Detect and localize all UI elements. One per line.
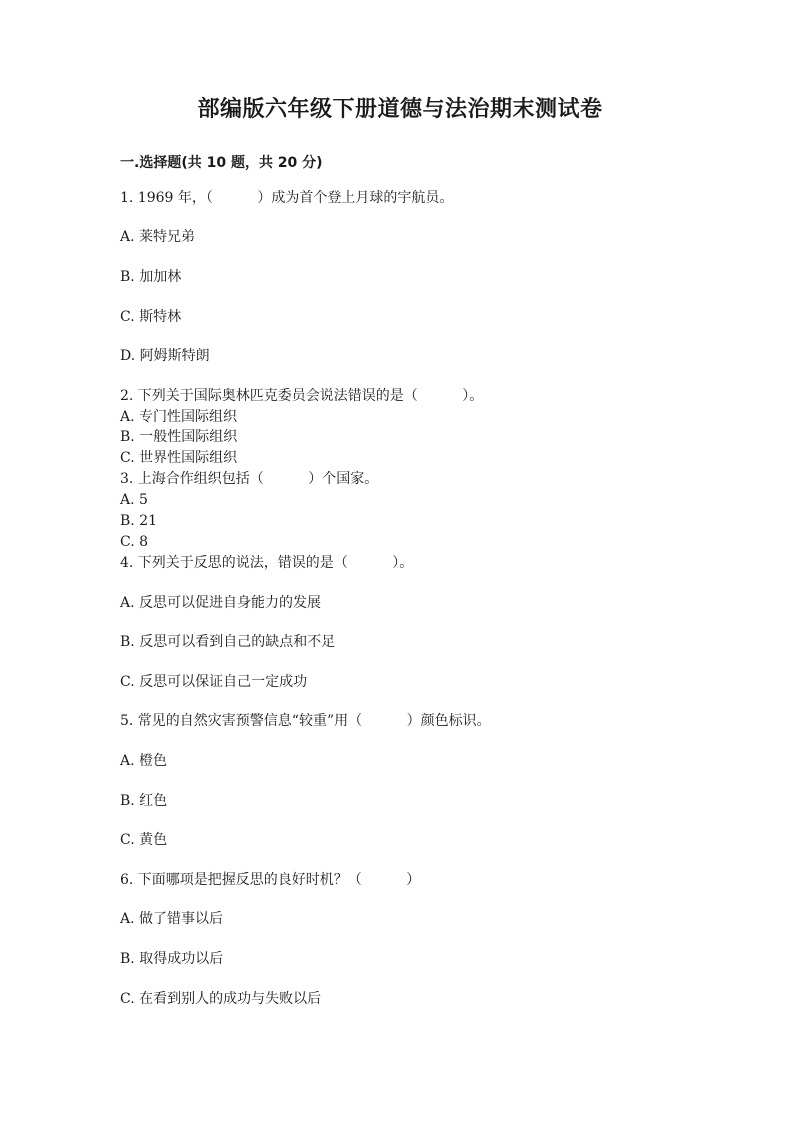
section-heading: 一.选择题(共 10 题，共 20 分) <box>120 155 323 171</box>
answer-option: B. 加加林 <box>120 269 182 285</box>
answer-option: B. 21 <box>120 513 158 529</box>
question-stem: 6. 下面哪项是把握反思的良好时机？（ ） <box>120 872 421 888</box>
page-title: 部编版六年级下册道德与法治期末测试卷 <box>197 97 603 122</box>
question-stem: 1. 1969 年，（ ）成为首个登上月球的宇航员。 <box>120 190 454 206</box>
answer-option: B. 红色 <box>120 793 168 809</box>
answer-option: B. 反思可以看到自己的缺点和不足 <box>120 634 336 650</box>
answer-option: A. 做了错事以后 <box>120 911 224 927</box>
answer-option: A. 专门性国际组织 <box>120 409 238 425</box>
answer-option: C. 反思可以保证自己一定成功 <box>120 674 308 690</box>
answer-option: A. 莱特兄弟 <box>120 229 196 245</box>
answer-option: A. 橙色 <box>120 753 168 769</box>
answer-option: C. 8 <box>120 534 149 550</box>
answer-option: C. 斯特林 <box>120 309 182 325</box>
answer-option: B. 一般性国际组织 <box>120 429 238 445</box>
question-stem: 5. 常见的自然灾害预警信息“较重”用（ ）颜色标识。 <box>120 713 491 729</box>
answer-option: A. 反思可以促进自身能力的发展 <box>120 595 322 611</box>
answer-option: B. 取得成功以后 <box>120 951 224 967</box>
question-stem: 3. 上海合作组织包括（ ）个国家。 <box>120 471 379 487</box>
question-stem: 2. 下列关于国际奥林匹克委员会说法错误的是（ ）。 <box>120 388 484 404</box>
answer-option: C. 在看到别人的成功与失败以后 <box>120 991 322 1007</box>
answer-option: D. 阿姆斯特朗 <box>120 348 210 364</box>
answer-option: C. 世界性国际组织 <box>120 450 238 466</box>
answer-option: C. 黄色 <box>120 832 168 848</box>
question-stem: 4. 下列关于反思的说法，错误的是（ ）。 <box>120 555 414 571</box>
answer-option: A. 5 <box>120 492 148 508</box>
